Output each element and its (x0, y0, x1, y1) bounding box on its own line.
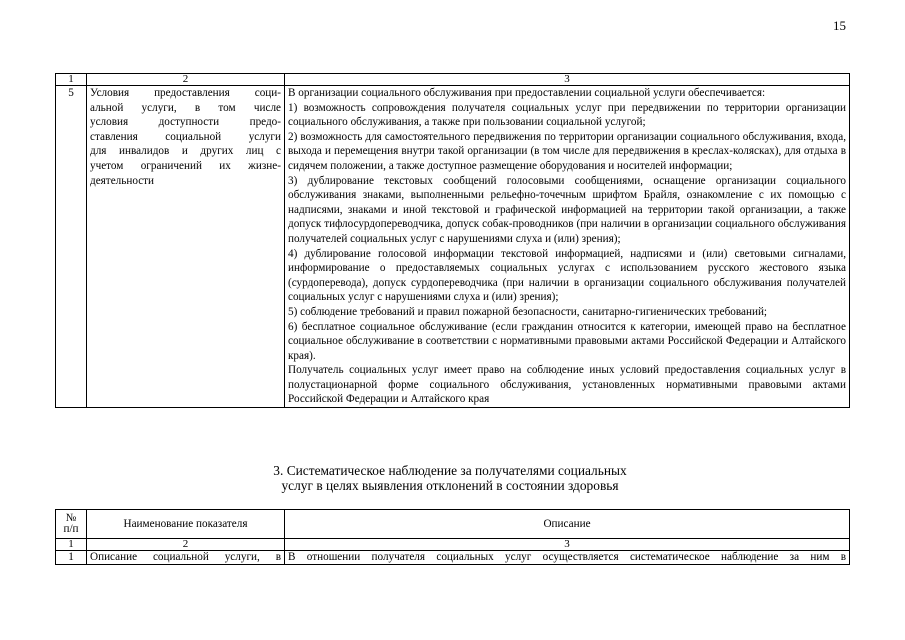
header-number-symbol: № (65, 512, 77, 524)
description-paragraph: 3) дублирование текстовых сообщений голосовыми сообщениями, оснащение организации социального обслуживания знаками, выполненными рельефно-точечным шрифтом Брайля, ознакомление с их помощью с надписями, знаками и иной текстовой и графической информацией на территории такой организации, а также допуск тифлосурдопереводчика, допуск собак-проводников (при наличии в организации социального обслуживания получателей социальных услуг с нарушениями слуха и (или) зрения); (288, 174, 846, 245)
column-number: 1 (56, 74, 87, 86)
description-paragraph: Получатель социальных услуг имеет право на соблюдение иных условий предоставления социальных услуг в полустационарной форме социального обслуживания, установленных нормативными правовыми актами Российской Федерации и Алтайского края (288, 364, 846, 406)
page-number: 15 (833, 18, 846, 33)
column-number: 3 (285, 539, 850, 551)
section-heading-line: 3. Систематическое наблюдение за получателями социальных (273, 463, 627, 478)
indicator-name-line: учетом ограничений их жизне- (90, 159, 281, 172)
section-heading-line: услуг в целях выявления отклонений в состоянии здоровья (281, 478, 619, 493)
table-row (56, 86, 850, 408)
description-cell: В отношении получателя социальных услуг осуществляется систематическое наблюдение за ним в (285, 551, 850, 565)
conditions-table (55, 73, 850, 408)
indicator-name-line: альной услуги, в том числе (90, 101, 281, 114)
column-number-row (56, 74, 850, 86)
column-number: 1 (56, 539, 87, 551)
header-row (56, 510, 850, 539)
section-heading (150, 463, 750, 493)
indicator-name-line: ставления социальной услуги (90, 130, 281, 143)
indicator-name-cell: Описание социальной услуги, в (87, 551, 285, 565)
header-description-cell: Описание (285, 510, 850, 539)
description-paragraph: 1) возможность сопровождения получателя социальных услуг при передвижении по территории организации социального обслуживания, а также при пользовании социальной услугой; (288, 101, 846, 129)
column-number-row (56, 539, 850, 551)
header-number-cell (56, 510, 87, 539)
table-row (56, 551, 850, 565)
column-number: 2 (87, 74, 285, 86)
indicator-name-line: Условия предоставления соци- (90, 87, 281, 99)
indicator-name-line: для инвалидов и других лиц с (90, 145, 281, 158)
row-number: 5 (56, 86, 87, 408)
column-number: 2 (87, 539, 285, 551)
column-number: 3 (285, 74, 850, 86)
description-paragraph: 5) соблюдение требований и правил пожарной безопасности, санитарно-гигиенических требований; (288, 305, 768, 318)
header-name-cell: Наименование показателя (87, 510, 285, 539)
description-paragraph: 4) дублирование голосовой информации текстовой информацией, надписями и (или) световыми сигналами, информирование о предоставляемых социальных услугах с использованием русского жестового языка (сурдоперевода), допуск сурдопереводчика (при наличии в организации социального обслуживания получателей социальных услуг с нарушениями слуха и (или) зрения); (288, 247, 846, 304)
description-paragraph: В организации социального обслуживания при предоставлении социальной услуги обеспечивается: (288, 87, 766, 99)
observation-table (55, 509, 850, 565)
description-paragraph: 6) бесплатное социальное обслуживание (если гражданин относится к категории, имеющей право на бесплатное социальное обслуживание в соответствии с нормативными правовыми актами Российской Федерации и Алтайского края). (288, 320, 846, 362)
indicator-name-cell (87, 86, 285, 408)
indicator-name-line: деятельности (90, 174, 155, 187)
indicator-name-line: условия доступности предо- (90, 116, 281, 129)
row-number: 1 (56, 551, 87, 565)
header-number-abbrev: п/п (63, 523, 79, 535)
description-cell (285, 86, 850, 408)
description-paragraph: 2) возможность для самостоятельного передвижения по территории организации социального обслуживания, входа, выхода и перемещения внутри такой организации (в том числе для передвижения в креслах-колясках), для отдыха в сидячем положении, а также доступное размещение оборудования и носителей информации; (288, 130, 846, 172)
